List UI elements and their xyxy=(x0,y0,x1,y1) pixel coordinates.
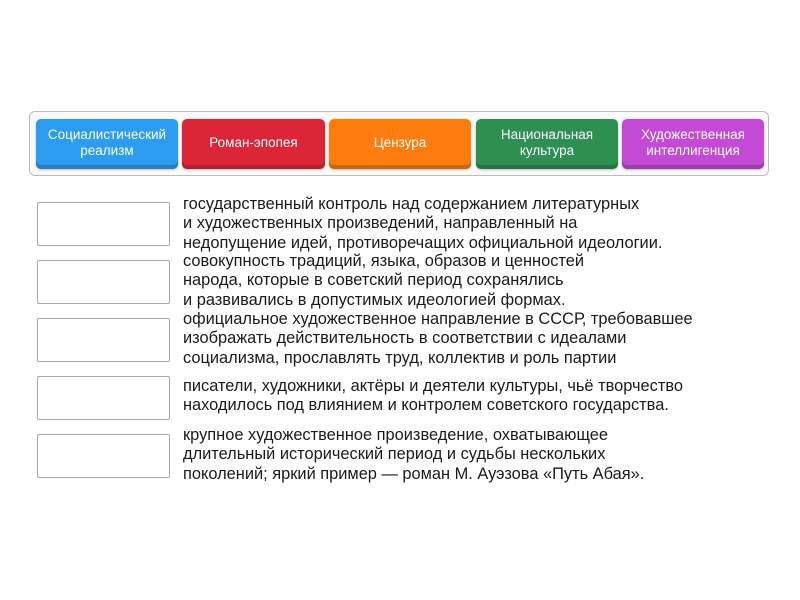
definition-1: государственный контроль над содержанием литературных и художественных произведений, направленный на недопущение идей, противоречащих официальной идеологии. xyxy=(183,195,663,252)
tile-censorship[interactable]: Цензура xyxy=(329,119,471,169)
tile-national-culture[interactable]: Национальная культура xyxy=(476,119,618,169)
definition-5: крупное художественное произведение, охватывающее длительный исторический период и судьбы нескольких поколений; яркий пример — роман М. Ауэзова «Путь Абая». xyxy=(183,426,645,483)
drop-slot-5[interactable] xyxy=(37,434,170,478)
definition-3: официальное художественное направление в СССР, требовавшее изображать действительность в соответствии с идеалами социализма, прославлять труд, коллектив и роль партии xyxy=(183,310,693,367)
drop-slot-2[interactable] xyxy=(37,260,170,304)
drop-slot-3[interactable] xyxy=(37,318,170,362)
definition-4: писатели, художники, актёры и деятели культуры, чьё творчество находилось под влиянием и контролем советского государства. xyxy=(183,377,683,415)
drop-slot-1[interactable] xyxy=(37,202,170,246)
answer-tiles-bar xyxy=(29,111,769,176)
tile-artistic-intelligentsia[interactable]: Художественная интеллигенция xyxy=(622,119,764,169)
drop-slot-4[interactable] xyxy=(37,376,170,420)
tile-socialist-realism[interactable]: Социалистический реализм xyxy=(36,119,178,169)
definition-2: совокупность традиций, языка, образов и ценностей народа, которые в советский период сохранялись и развивались в допустимых идеологией формах. xyxy=(183,252,585,309)
tile-novel-epic[interactable]: Роман-эпопея xyxy=(182,119,325,169)
